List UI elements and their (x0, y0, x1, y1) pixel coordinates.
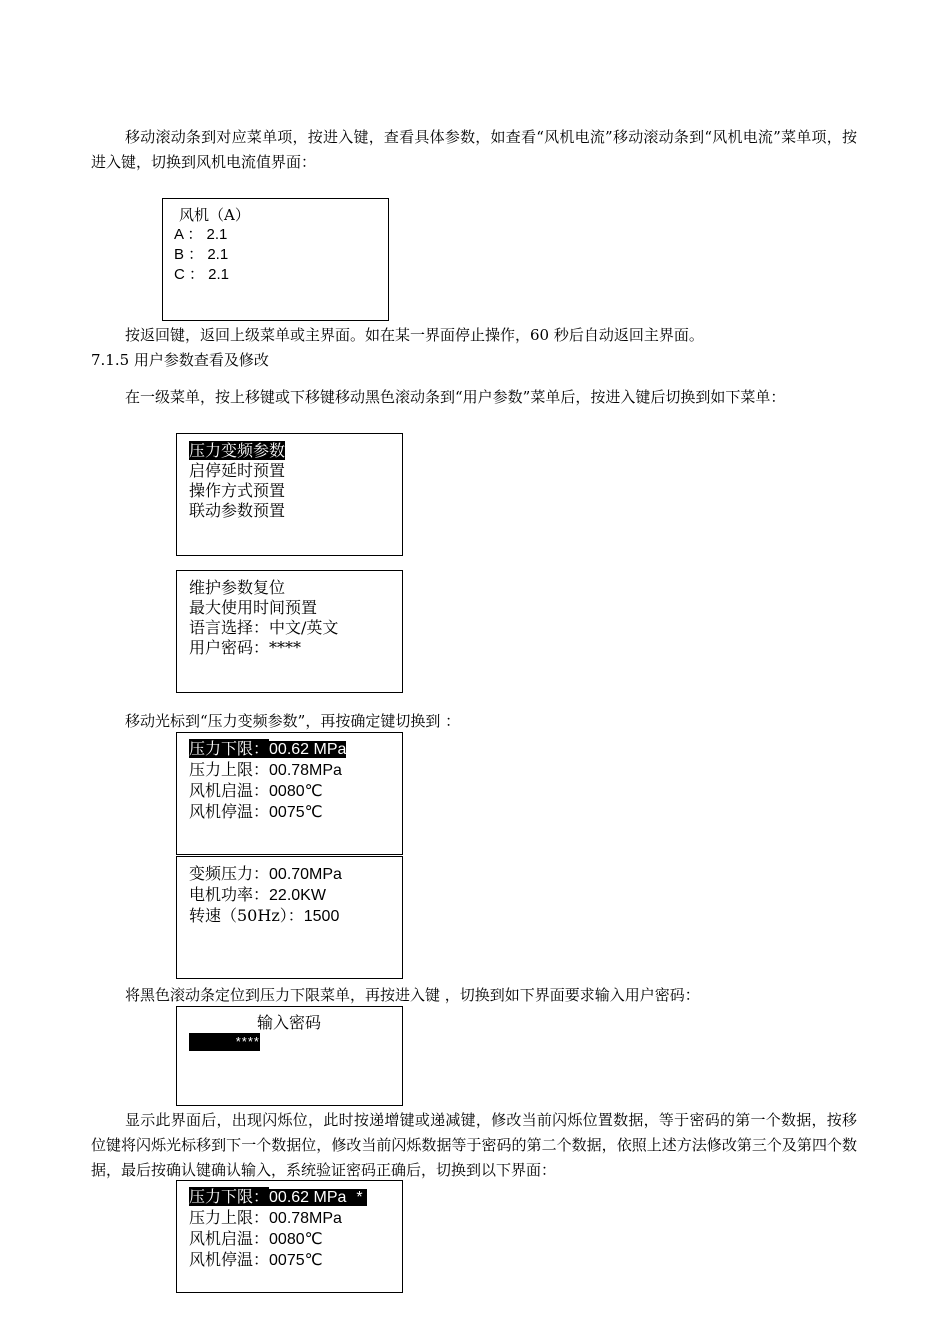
paragraph-password-instructions: 显示此界面后，出现闪烁位，此时按递增键或递减键，修改当前闪烁位置数据，等于密码的第一个数据，按移位键将闪烁光标移到下一个数据位，修改当前闪烁数据等于密码的第二个数据，依照上述方法修改第三个及第四个数据，最后按确认键确认输入，系统验证密码正确后，切换到以下界面： (91, 1111, 857, 1179)
rotation-speed-label: 转速（50Hz）： (189, 906, 304, 925)
menu-item-maintenance-reset[interactable]: 维护参数复位 (189, 578, 286, 597)
fan-stop-temp-label: 风机停温： (189, 1250, 270, 1269)
motor-power-label: 电机功率： (189, 885, 270, 904)
fan-phase-a: A ： 2.1 (174, 226, 228, 243)
fan-phase-b: B ： 2.1 (174, 246, 229, 263)
menu-item-max-usage-time[interactable]: 最大使用时间预置 (189, 598, 318, 617)
fan-stop-temp-label: 风机停温： (189, 802, 270, 821)
pressure-lower-value[interactable]: 00.62 MPa (269, 741, 347, 758)
paragraph-move-cursor: 移动光标到“压力变频参数”，再按确定键切换到 ： (125, 712, 461, 730)
paragraph-intro: 移动滚动条到对应菜单项，按进入键，查看具体参数，如查看“风机电流”移动滚动条到“风机电流”菜单项，按进入键，切换到风机电流值界面： (91, 128, 857, 171)
pressure-upper-value: 00.78MPa (269, 1210, 342, 1227)
section-heading: 7.1.5 用户参数查看及修改 (91, 351, 269, 369)
fan-stop-temp-value: 0075℃ (269, 1252, 323, 1269)
rotation-speed-value: 1500 (303, 908, 340, 925)
edit-mark: * (350, 1189, 366, 1206)
freq-pressure-label: 变频压力： (189, 864, 270, 883)
fan-start-temp-label: 风机启温： (189, 781, 270, 800)
password-screen (176, 1006, 403, 1106)
menu-item-start-stop-delay[interactable]: 启停延时预置 (189, 461, 286, 480)
fan-current-screen (162, 198, 389, 321)
menu-item-linkage-params[interactable]: 联动参数预置 (189, 501, 286, 520)
fan-current-title: 风机（A） (179, 206, 250, 224)
pressure-lower-label[interactable]: 压力下限： (189, 739, 270, 758)
password-title: 输入密码 (257, 1013, 322, 1032)
menu-item-operation-mode[interactable]: 操作方式预置 (189, 481, 286, 500)
pressure-edit-screen (176, 1180, 403, 1293)
fan-start-temp-value: 0080℃ (269, 783, 323, 800)
freq-pressure-value: 00.70MPa (269, 866, 342, 883)
pressure-lower-label[interactable]: 压力下限： (189, 1187, 270, 1206)
pressure-params-screen (176, 732, 403, 855)
fan-phase-c: C ： 2.1 (174, 266, 230, 283)
user-menu-page-2 (176, 570, 403, 693)
pressure-lower-value[interactable]: 00.62 MPa (269, 1189, 350, 1206)
paragraph-return: 按返回键，返回上级菜单或主界面。如在某一界面停止操作，60 秒后自动返回主界面。 (125, 326, 704, 344)
paragraph-user-params: 在一级菜单，按上移键或下移键移动黑色滚动条到“用户参数”菜单后，按进入键后切换到如下菜单： (125, 388, 786, 406)
motor-power-value: 22.0KW (269, 887, 326, 904)
fan-start-temp-label: 风机启温： (189, 1229, 270, 1248)
password-input[interactable]: **** (189, 1033, 260, 1051)
pressure-upper-label: 压力上限： (189, 1208, 270, 1227)
pressure-upper-value: 00.78MPa (269, 762, 342, 779)
menu-item-pressure-freq[interactable]: 压力变频参数 (189, 441, 286, 460)
fan-start-temp-value: 0080℃ (269, 1231, 323, 1248)
user-menu-page-1 (176, 433, 403, 556)
menu-item-language[interactable]: 语言选择：中文/英文 (189, 618, 339, 637)
frequency-params-screen (176, 856, 403, 979)
pressure-upper-label: 压力上限： (189, 760, 270, 779)
menu-item-user-password[interactable]: 用户密码：**** (189, 638, 302, 657)
paragraph-password-request: 将黑色滚动条定位到压力下限菜单，再按进入键 ，切换到如下界面要求输入用户密码： (125, 986, 700, 1004)
fan-stop-temp-value: 0075℃ (269, 804, 323, 821)
